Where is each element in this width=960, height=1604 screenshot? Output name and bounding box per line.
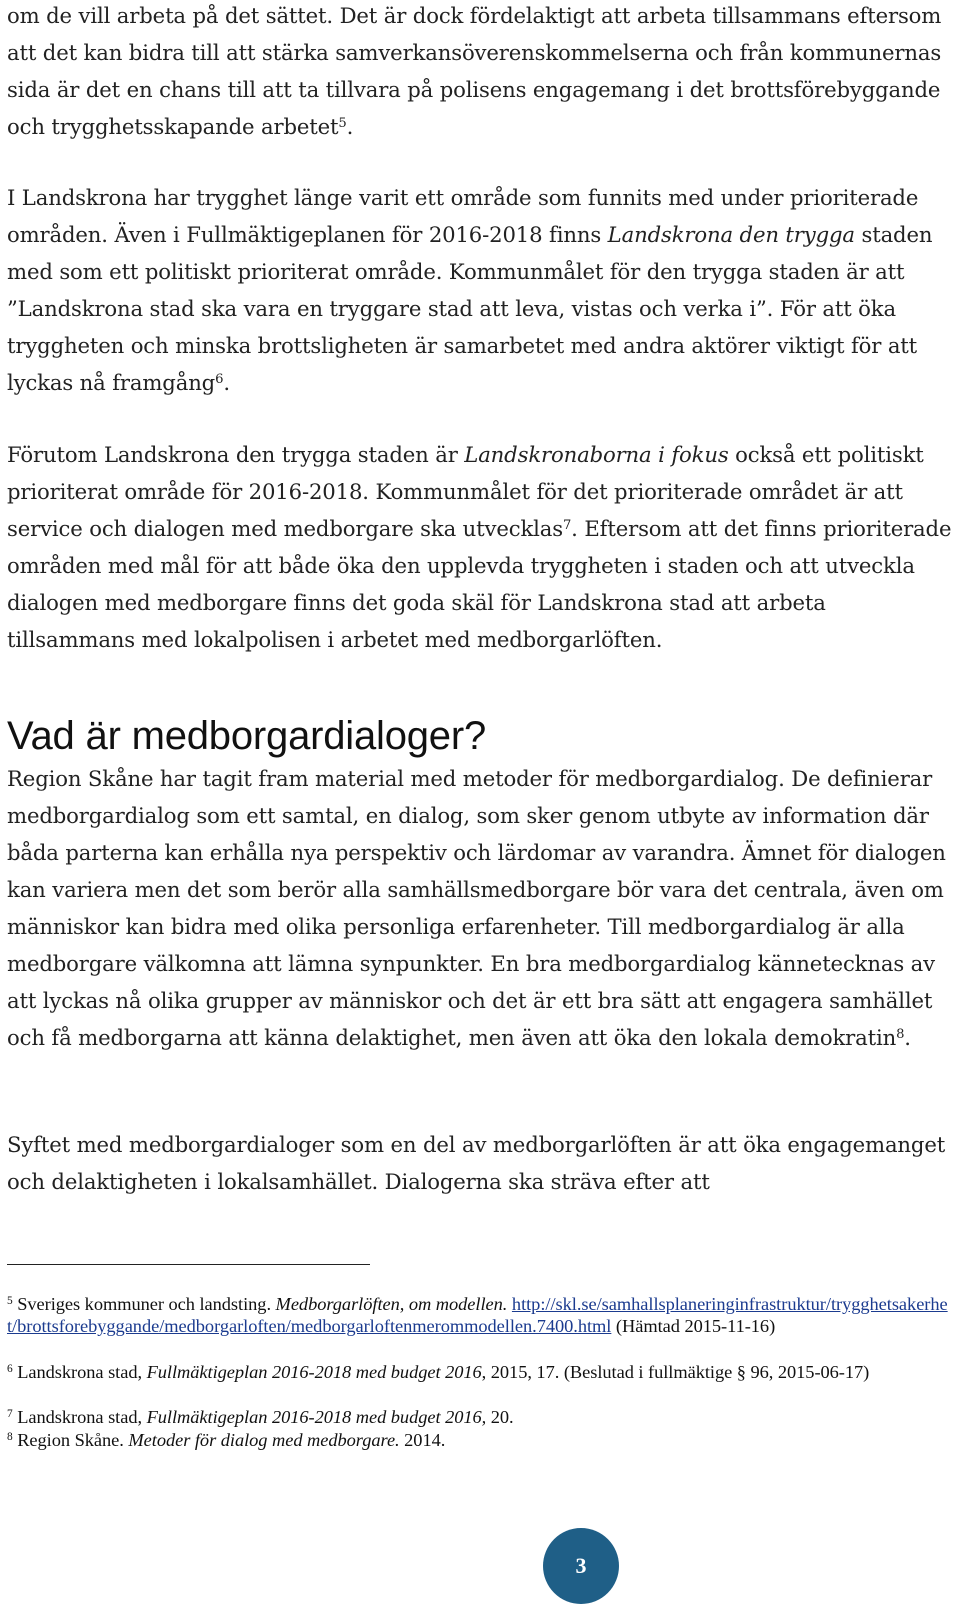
footnote-8: $^8$ Region Skåne. Metoder för dialog med medborgare. 2014. xyxy=(7,1430,446,1450)
footnote-7: $^7$ Landskrona stad, Fullmäktigeplan 2016-2018 med budget 2016, 20. xyxy=(7,1407,514,1427)
footnote-6: $^6$ Landskrona stad, Fullmäktigeplan 2016-2018 med budget 2016, 2015, 17. (Beslutad i fullmäktige § 96, 2015-06-17) xyxy=(7,1362,870,1382)
body-paragraph-5: Syftet med medborgardialoger som en del av medborgarlöften är att öka engagemanget och delaktigheten i lokalsamhället. Dialogerna ska sträva efter att xyxy=(7,1132,946,1194)
page-number-badge: 3 xyxy=(543,1528,619,1604)
footnote-ref-6[interactable]: 6 xyxy=(215,371,224,387)
body-paragraph-3: Förutom Landskrona den trygga staden är Landskronaborna i fokus också ett politiskt prioriterat område för 2016-2018. Kommunmålet för det prioriterade området är att service och dialogen med medborgare ska utvecklas$^7$. Eftersom att det finns prioriterade områden med mål för att både öka den upplevda tryggheten i staden och att utveckla dialogen med medborgare finns det goda skäl för Landskrona stad att arbeta tillsammans med lokalpolisen i arbetet med medborgarlöften. xyxy=(7,442,952,652)
body-paragraph-1: om de vill arbeta på det sättet. Det är dock fördelaktigt att arbeta tillsammans eftersom att det kan bidra till att stärka samverkansöverenskommelserna och från kommunernas sida är det en chans till att ta tillvara på polisens engagemang i det brottsförebyggande och trygghetsskapande arbetet$^5$. xyxy=(7,3,942,139)
footnote-ref-8[interactable]: 8 xyxy=(896,1026,905,1042)
footnote-divider xyxy=(7,1264,370,1265)
footnote-5: $^5$ Sveriges kommuner och landsting. Medborgarlöften, om modellen. http://skl.se/samhallsplaneringinfrastruktur/trygghetsakerhet/brottsforebyggande/medborgarloften/medborgarloftenmerommodellen.7400.html (Hämtad 2015-11-16) xyxy=(7,1294,948,1336)
footnote-ref-7[interactable]: 7 xyxy=(562,517,572,533)
footnote-ref-5[interactable]: 5 xyxy=(338,115,347,131)
body-paragraph-4: Region Skåne har tagit fram material med metoder för medborgardialog. De definierar medborgardialog som ett samtal, en dialog, som sker genom utbyte av information där båda parterna kan erhålla nya perspektiv och lärdomar av varandra. Ämnet för dialogen kan variera men det som berör alla samhällsmedborgare bör vara det centrala, även om människor kan bidra med olika personliga erfarenheter. Till medborgardialog är alla medborgare välkomna att lämna synpunkter. En bra medborgardialog kännetecknas av att lyckas nå olika grupper av människor och det är ett bra sätt att engagera samhället och få medborgarna att känna delaktighet, men även att öka den lokala demokratin$^8$. xyxy=(7,766,946,1050)
footnote-link[interactable]: http://skl.se/samhallsplaneringinfrastruktur/trygghetsakerhet/brottsforebyggande/medborgarloften/medborgarloftenmerommodellen.7400.html xyxy=(7,1294,948,1336)
body-paragraph-2: I Landskrona har trygghet länge varit ett område som funnits med under prioriterade områden. Även i Fullmäktigeplanen för 2016-2018 finns Landskrona den trygga staden med som ett politiskt prioriterat område. Kommunmålet för den trygga staden är att ”Landskrona stad ska vara en tryggare stad att leva, vistas och verka i”. För att öka tryggheten och minska brottsligheten är samarbetet med andra aktörer viktigt för att lyckas nå framgång$^6$. xyxy=(7,185,933,395)
section-heading: Vad är medborgardialoger? xyxy=(7,714,487,758)
